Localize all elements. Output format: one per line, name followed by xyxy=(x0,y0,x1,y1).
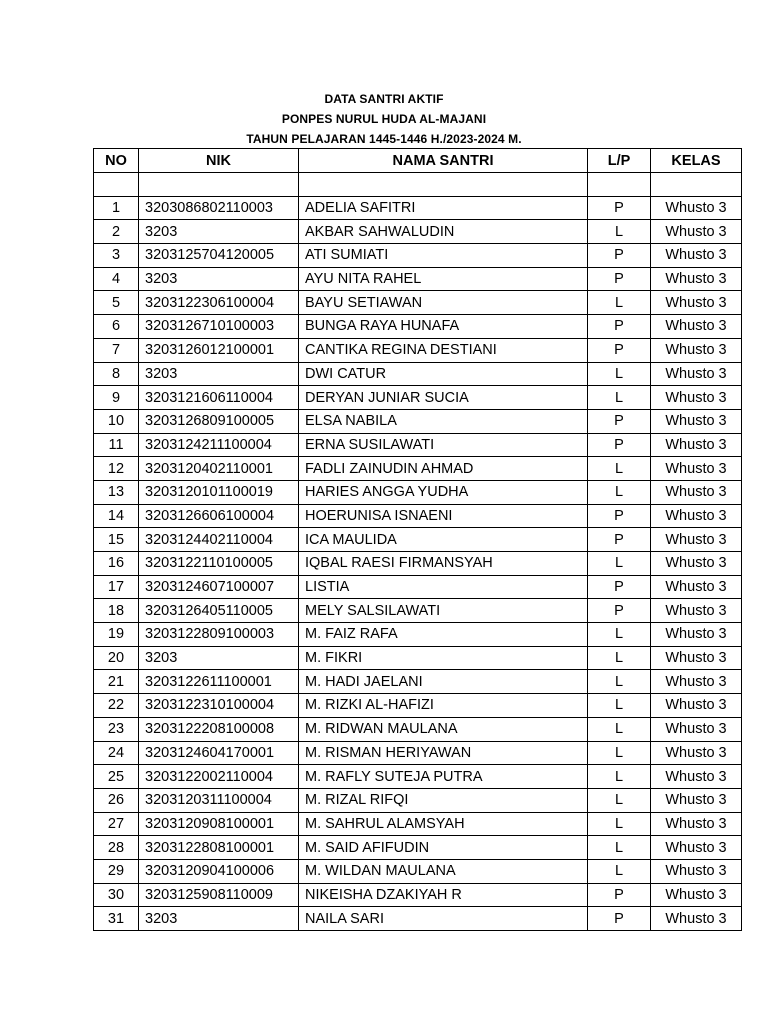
cell-gender: L xyxy=(588,291,651,315)
cell-name: MELY SALSILAWATI xyxy=(299,599,588,623)
cell-gender: L xyxy=(588,362,651,386)
cell-name: NAILA SARI xyxy=(299,907,588,931)
cell-name: M. WILDAN MAULANA xyxy=(299,859,588,883)
cell-class: Whusto 3 xyxy=(651,883,742,907)
cell-class: Whusto 3 xyxy=(651,812,742,836)
cell-nik: 3203122808100001 xyxy=(139,836,299,860)
cell-class: Whusto 3 xyxy=(651,694,742,718)
cell-class: Whusto 3 xyxy=(651,244,742,268)
table-row xyxy=(94,670,742,694)
cell-name: M. RIZKI AL-HAFIZI xyxy=(299,694,588,718)
cell-class: Whusto 3 xyxy=(651,433,742,457)
table-header-row xyxy=(94,149,742,173)
cell-gender: P xyxy=(588,315,651,339)
cell-class: Whusto 3 xyxy=(651,788,742,812)
table-row xyxy=(94,694,742,718)
cell-gender: L xyxy=(588,480,651,504)
cell-class: Whusto 3 xyxy=(651,315,742,339)
cell-nik: 3203086802110003 xyxy=(139,196,299,220)
cell-class: Whusto 3 xyxy=(651,717,742,741)
cell-class: Whusto 3 xyxy=(651,528,742,552)
document-header xyxy=(0,89,768,149)
cell-no: 2 xyxy=(94,220,139,244)
column-header-no: NO xyxy=(94,149,139,173)
cell-nik: 3203122611100001 xyxy=(139,670,299,694)
table-row xyxy=(94,267,742,291)
cell-name: M. RISMAN HERIYAWAN xyxy=(299,741,588,765)
cell-class: Whusto 3 xyxy=(651,741,742,765)
cell-class: Whusto 3 xyxy=(651,409,742,433)
cell-gender: P xyxy=(588,528,651,552)
cell-gender: P xyxy=(588,433,651,457)
cell-class: Whusto 3 xyxy=(651,836,742,860)
cell-name: AKBAR SAHWALUDIN xyxy=(299,220,588,244)
cell-gender: L xyxy=(588,812,651,836)
cell-no: 11 xyxy=(94,433,139,457)
cell-no: 30 xyxy=(94,883,139,907)
cell-name xyxy=(299,173,588,197)
column-header-nik: NIK xyxy=(139,149,299,173)
cell-nik: 3203 xyxy=(139,646,299,670)
cell-no: 20 xyxy=(94,646,139,670)
cell-no: 1 xyxy=(94,196,139,220)
cell-nik: 3203126710100003 xyxy=(139,315,299,339)
cell-gender: L xyxy=(588,457,651,481)
table-row xyxy=(94,741,742,765)
table-row xyxy=(94,528,742,552)
table-row xyxy=(94,907,742,931)
table-row xyxy=(94,457,742,481)
cell-gender: P xyxy=(588,196,651,220)
cell-no: 3 xyxy=(94,244,139,268)
cell-no: 29 xyxy=(94,859,139,883)
cell-class: Whusto 3 xyxy=(651,386,742,410)
cell-gender: P xyxy=(588,504,651,528)
cell-gender: L xyxy=(588,859,651,883)
cell-name: M. HADI JAELANI xyxy=(299,670,588,694)
cell-nik: 3203 xyxy=(139,267,299,291)
cell-nik: 3203122306100004 xyxy=(139,291,299,315)
cell-no: 6 xyxy=(94,315,139,339)
cell-name: NIKEISHA DZAKIYAH R xyxy=(299,883,588,907)
cell-no: 17 xyxy=(94,575,139,599)
cell-class xyxy=(651,173,742,197)
cell-no: 19 xyxy=(94,623,139,647)
cell-gender: L xyxy=(588,717,651,741)
cell-nik: 3203122310100004 xyxy=(139,694,299,718)
table-row xyxy=(94,173,742,197)
cell-gender: L xyxy=(588,741,651,765)
cell-gender: P xyxy=(588,244,651,268)
cell-gender: L xyxy=(588,646,651,670)
cell-no: 24 xyxy=(94,741,139,765)
cell-class: Whusto 3 xyxy=(651,623,742,647)
cell-nik: 3203125908110009 xyxy=(139,883,299,907)
cell-name: HARIES ANGGA YUDHA xyxy=(299,480,588,504)
cell-name: M. FIKRI xyxy=(299,646,588,670)
cell-gender: P xyxy=(588,267,651,291)
cell-no: 23 xyxy=(94,717,139,741)
cell-class: Whusto 3 xyxy=(651,552,742,576)
cell-gender: L xyxy=(588,836,651,860)
cell-name: CANTIKA REGINA DESTIANI xyxy=(299,338,588,362)
cell-name: ADELIA SAFITRI xyxy=(299,196,588,220)
table-row xyxy=(94,315,742,339)
table-row xyxy=(94,575,742,599)
cell-name: BUNGA RAYA HUNAFA xyxy=(299,315,588,339)
cell-nik: 3203124607100007 xyxy=(139,575,299,599)
cell-class: Whusto 3 xyxy=(651,291,742,315)
table-row xyxy=(94,552,742,576)
cell-no: 25 xyxy=(94,765,139,789)
document-title: DATA SANTRI AKTIF xyxy=(324,92,444,106)
cell-class: Whusto 3 xyxy=(651,196,742,220)
cell-nik: 3203124402110004 xyxy=(139,528,299,552)
column-header-class: KELAS xyxy=(651,149,742,173)
cell-name: IQBAL RAESI FIRMANSYAH xyxy=(299,552,588,576)
cell-no: 31 xyxy=(94,907,139,931)
table-row xyxy=(94,599,742,623)
cell-no: 4 xyxy=(94,267,139,291)
cell-nik: 3203122809100003 xyxy=(139,623,299,647)
cell-nik: 3203122208100008 xyxy=(139,717,299,741)
column-header-gender: L/P xyxy=(588,149,651,173)
cell-nik: 3203 xyxy=(139,362,299,386)
cell-no: 10 xyxy=(94,409,139,433)
cell-name: BAYU SETIAWAN xyxy=(299,291,588,315)
cell-no: 18 xyxy=(94,599,139,623)
cell-gender: L xyxy=(588,694,651,718)
cell-no: 14 xyxy=(94,504,139,528)
cell-name: ELSA NABILA xyxy=(299,409,588,433)
cell-nik: 3203120402110001 xyxy=(139,457,299,481)
cell-name: M. SAHRUL ALAMSYAH xyxy=(299,812,588,836)
cell-class: Whusto 3 xyxy=(651,220,742,244)
table-row xyxy=(94,717,742,741)
cell-name: DERYAN JUNIAR SUCIA xyxy=(299,386,588,410)
cell-class: Whusto 3 xyxy=(651,362,742,386)
cell-name: M. RAFLY SUTEJA PUTRA xyxy=(299,765,588,789)
cell-no: 16 xyxy=(94,552,139,576)
cell-no: 12 xyxy=(94,457,139,481)
table-row xyxy=(94,859,742,883)
academic-year: TAHUN PELAJARAN 1445-1446 H./2023-2024 M. xyxy=(246,132,522,146)
cell-name: M. RIZAL RIFQI xyxy=(299,788,588,812)
cell-class: Whusto 3 xyxy=(651,457,742,481)
cell-gender: L xyxy=(588,386,651,410)
cell-gender xyxy=(588,173,651,197)
cell-no: 26 xyxy=(94,788,139,812)
cell-class: Whusto 3 xyxy=(651,646,742,670)
cell-gender: P xyxy=(588,599,651,623)
cell-class: Whusto 3 xyxy=(651,599,742,623)
cell-name: HOERUNISA ISNAENI xyxy=(299,504,588,528)
cell-name: ERNA SUSILAWATI xyxy=(299,433,588,457)
cell-nik: 3203124211100004 xyxy=(139,433,299,457)
table-body xyxy=(94,173,742,931)
cell-gender: P xyxy=(588,409,651,433)
cell-no: 7 xyxy=(94,338,139,362)
cell-nik: 3203120904100006 xyxy=(139,859,299,883)
cell-nik: 3203126012100001 xyxy=(139,338,299,362)
cell-no: 13 xyxy=(94,480,139,504)
cell-no: 27 xyxy=(94,812,139,836)
cell-class: Whusto 3 xyxy=(651,504,742,528)
cell-name: M. SAID AFIFUDIN xyxy=(299,836,588,860)
cell-gender: L xyxy=(588,765,651,789)
table-row xyxy=(94,362,742,386)
cell-nik: 3203124604170001 xyxy=(139,741,299,765)
cell-gender: L xyxy=(588,670,651,694)
cell-nik: 3203126606100004 xyxy=(139,504,299,528)
cell-nik: 3203120311100004 xyxy=(139,788,299,812)
cell-class: Whusto 3 xyxy=(651,338,742,362)
cell-gender: P xyxy=(588,907,651,931)
cell-nik: 3203126405110005 xyxy=(139,599,299,623)
cell-gender: L xyxy=(588,788,651,812)
cell-name: ATI SUMIATI xyxy=(299,244,588,268)
cell-class: Whusto 3 xyxy=(651,859,742,883)
cell-gender: L xyxy=(588,623,651,647)
cell-nik xyxy=(139,173,299,197)
cell-no: 22 xyxy=(94,694,139,718)
cell-class: Whusto 3 xyxy=(651,267,742,291)
table-row xyxy=(94,788,742,812)
cell-no: 5 xyxy=(94,291,139,315)
table-row xyxy=(94,480,742,504)
table-row xyxy=(94,409,742,433)
cell-gender: L xyxy=(588,220,651,244)
cell-name: AYU NITA RAHEL xyxy=(299,267,588,291)
table-row xyxy=(94,220,742,244)
table-row xyxy=(94,883,742,907)
table-row xyxy=(94,196,742,220)
cell-gender: P xyxy=(588,883,651,907)
table-row xyxy=(94,836,742,860)
cell-no: 15 xyxy=(94,528,139,552)
institution-name: PONPES NURUL HUDA AL-MAJANI xyxy=(281,112,487,126)
cell-name: M. RIDWAN MAULANA xyxy=(299,717,588,741)
table-row xyxy=(94,291,742,315)
student-table xyxy=(93,148,742,931)
table-row xyxy=(94,244,742,268)
cell-name: FADLI ZAINUDIN AHMAD xyxy=(299,457,588,481)
cell-nik: 3203120101100019 xyxy=(139,480,299,504)
table-row xyxy=(94,433,742,457)
cell-class: Whusto 3 xyxy=(651,575,742,599)
cell-nik: 3203125704120005 xyxy=(139,244,299,268)
cell-no: 9 xyxy=(94,386,139,410)
cell-no: 8 xyxy=(94,362,139,386)
table-row xyxy=(94,338,742,362)
table-row xyxy=(94,504,742,528)
cell-nik: 3203 xyxy=(139,907,299,931)
cell-nik: 3203120908100001 xyxy=(139,812,299,836)
cell-nik: 3203 xyxy=(139,220,299,244)
cell-class: Whusto 3 xyxy=(651,480,742,504)
column-header-name: NAMA SANTRI xyxy=(299,149,588,173)
cell-class: Whusto 3 xyxy=(651,907,742,931)
cell-name: M. FAIZ RAFA xyxy=(299,623,588,647)
cell-nik: 3203122110100005 xyxy=(139,552,299,576)
cell-no: 21 xyxy=(94,670,139,694)
table-row xyxy=(94,646,742,670)
table-row xyxy=(94,765,742,789)
cell-no: 28 xyxy=(94,836,139,860)
cell-name: ICA MAULIDA xyxy=(299,528,588,552)
cell-class: Whusto 3 xyxy=(651,670,742,694)
cell-gender: L xyxy=(588,552,651,576)
table-row xyxy=(94,812,742,836)
cell-class: Whusto 3 xyxy=(651,765,742,789)
cell-gender: P xyxy=(588,338,651,362)
table-row xyxy=(94,386,742,410)
cell-name: LISTIA xyxy=(299,575,588,599)
cell-no xyxy=(94,173,139,197)
cell-nik: 3203121606110004 xyxy=(139,386,299,410)
table-row xyxy=(94,623,742,647)
cell-name: DWI CATUR xyxy=(299,362,588,386)
cell-nik: 3203122002110004 xyxy=(139,765,299,789)
cell-nik: 3203126809100005 xyxy=(139,409,299,433)
cell-gender: P xyxy=(588,575,651,599)
